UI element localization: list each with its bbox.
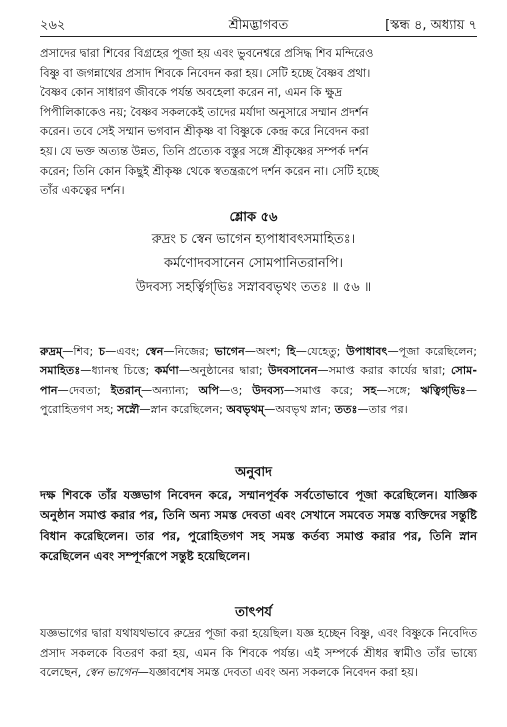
synonym-word: সোম-পান [40,364,478,397]
synonym-word: উদবসানেন [268,364,318,378]
synonym-word: হি [286,345,296,358]
verse-line: উদবস্য সহর্ত্বিগ্‌ভিঃ সস্নাববভৃথং ততঃ ॥ ৫৬ ॥ [135,280,372,295]
intro-line: বিষ্ণু বা জগন্নাথের প্রসাদ শিবকে নিবেদন করা হয়। সেটি হচ্ছে বৈষ্ণব প্রথা। [40,65,371,80]
synonym-meaning: —দেবতা; [57,383,111,397]
verse-line: রুদ্রং চ স্বেন ভাগেন হ্যপাধাবৎসমাহিতঃ। [151,232,356,247]
synonym-word: স্বেন [145,345,164,358]
synonym-word: চ [99,345,106,358]
synonym-meaning: —এবং; [105,345,146,358]
synonym-word: ইতরান্ [110,383,141,397]
intro-paragraph [40,44,477,201]
synonyms [40,342,477,420]
synonym-word: উপাধাবৎ [346,345,388,358]
synonym-meaning: —ধ্যানস্থ চিত্তে; [80,364,155,378]
intro-line: পিপীলিকাকেও নয়; বৈষ্ণব সকলকেই তাদের মর্যাদা অনুসারে সম্মান প্রদর্শন [40,104,369,119]
synonym-word: উদবস্য [252,383,284,397]
purport-text [40,624,477,683]
intro-line: বৈষ্ণব কোন সাধারণ জীবকে পর্যন্ত অবহেলা করেন না, এমন কি ক্ষুদ্র [40,85,342,100]
purport-italic: স্বেন ভাগেন [84,665,138,680]
purport-text-before: যজ্ঞভাগের দ্বারা যথাযথভাবে রুদ্রের পূজা করা হয়েছিল। যজ্ঞ হচ্ছেন বিষ্ণু, এবং বিষ্ণুকে নিবেদিত প্রসাদ সকলকে বিতরণ করা হয়, এমন কি শিবকে পর্যন্ত। এই সম্পর্কে শ্রীধর স্বামীও তাঁর ভাষ্যে বলেছেন, [40,626,477,680]
purport-text-after: —যজ্ঞাবশেষ সমস্ত দেবতা এবং অন্য সকলকে নিবেদন করা হয়। [137,665,418,680]
synonym-meaning: —ও; [219,383,253,397]
synonym-meaning: —অনুষ্ঠানের দ্বারা; [178,364,269,378]
translation-text: দক্ষ শিবকে তাঁর যজ্ঞভাগ নিবেদন করে, সম্মানপূর্বক সর্বতোভাবে পূজা করেছিলেন। যাজ্ঞিক অনুষ্ঠান সমাপ্ত করার পর, তিনি অন্য সমস্ত দেবতা এবং সেখানে সমবেত সমস্ত ব্যক্তিদের সন্তুষ্টি বিধান করেছিলেন। তার পর, পুরোহিতগণ সহ সমস্ত কর্তব্য সমাপ্ত করার পর, তিনি স্নান করেছিলেন এবং সম্পূর্ণরূপে সন্তুষ্ট হয়েছিলেন। [40,488,477,564]
intro-line: হয়। যে ভক্ত অত্যন্ত উন্নত, তিনি প্রত্যেক বস্তুর সঙ্গে শ্রীকৃষ্ণের সম্পর্ক দর্শন [40,143,369,158]
synonym-word: সহ [363,383,377,397]
section-label: [স্কন্ধ ৪, অধ্যায় ৭ [385,18,477,33]
synonym-meaning: —সঙ্গে; [376,383,421,397]
synonym-meaning: —সমাপ্ত করার কার্যের দ্বারা; [317,364,451,378]
verse-title: শ্লোক ৫৬ [229,210,278,225]
synonym-meaning: —পুরোহিতগণ সহ; [40,383,478,417]
page-number: ২৬২ [40,18,66,33]
translation-heading: অনুবাদ [235,465,272,480]
synonym-word: রুদ্রম্ [40,345,63,358]
synonym-meaning: —যেহেতু; [295,345,347,358]
intro-line: করেন। তবে সেই সম্মান ভগবান শ্রীকৃষ্ণ বা বিষ্ণুকে কেন্দ্র করে নিবেদন করা [40,124,369,139]
synonym-meaning: —পূজা করেছিলেন; [387,345,477,358]
verse-text [0,228,507,300]
intro-line: প্রসাদের দ্বারা শিবের বিগ্রহের পূজা হয় এবং ভুবনেশ্বরে প্রসিদ্ধ শিব মন্দিরেও [40,46,374,60]
synonym-word: সস্নৌ [117,403,140,417]
synonym-word: ভাগেন [214,345,245,358]
synonym-meaning: —স্নান করেছিলেন; [139,403,227,417]
purport-heading: তাৎপর্য [235,605,272,620]
synonym-meaning: —অবভৃথ স্নান; [264,403,335,417]
synonym-meaning: —তার পর। [357,403,408,417]
synonym-meaning: —শিব; [62,345,100,358]
verse-line: কর্মণোদবসানেন সোমপানিতরানপি। [163,256,343,271]
synonym-meaning: —সমাপ্ত করে; [283,383,364,397]
synonym-meaning: —অংশ; [244,345,287,358]
synonym-word: ঋত্বিগ্‌ভিঃ [420,383,466,397]
synonym-meaning: —অন্যান্য; [141,383,199,397]
book-title: শ্রীমদ্ভাগবত [228,18,289,33]
synonym-meaning: —নিজের; [163,345,215,358]
synonym-word: অপি [198,383,220,397]
synonym-word: সমাহিতঃ [40,364,81,378]
page-header [40,14,477,37]
synonym-word: কর্মণা [154,364,179,378]
intro-line: তাঁর একত্বের দর্শন। [40,183,125,198]
synonym-word: ততঃ [334,403,358,417]
synonym-word: অবভৃথম্ [226,403,265,417]
intro-line: করেন; তিনি কোন কিছুই শ্রীকৃষ্ণ থেকে স্বতন্ত্ররূপে দর্শন করেন না। সেটি হচ্ছে [40,163,379,178]
